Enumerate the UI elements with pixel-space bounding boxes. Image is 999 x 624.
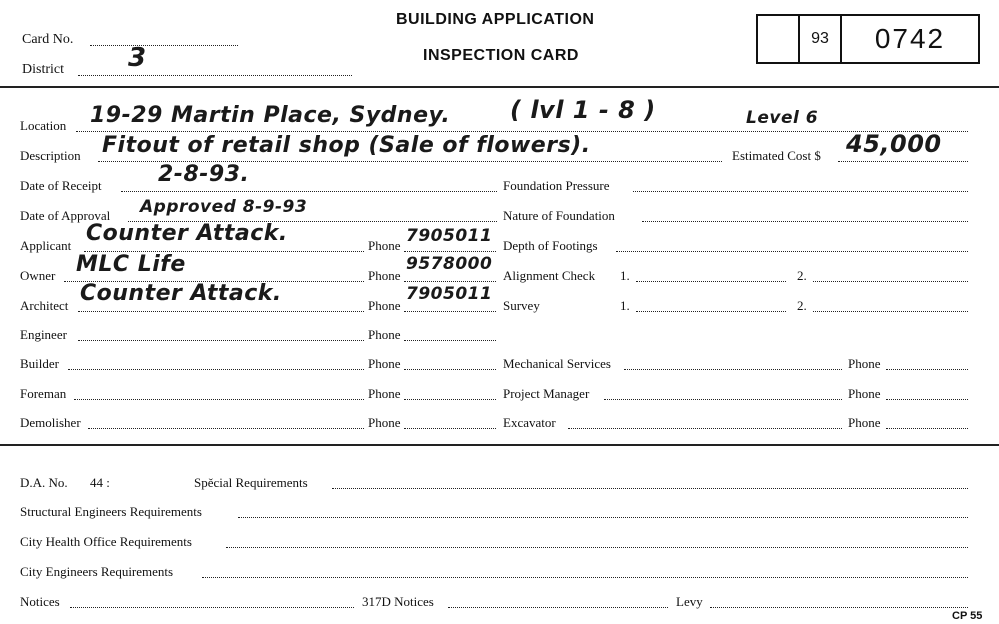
builder-label: Builder: [20, 356, 59, 371]
card-no-label: Card No.: [22, 32, 74, 47]
applicant-phone-line: [404, 251, 496, 252]
middle-divider: [0, 444, 999, 446]
district-label: District: [22, 62, 64, 77]
district-value: 3: [128, 43, 147, 73]
location-level-note: Level 6: [746, 108, 819, 128]
card-number-box: [756, 14, 980, 64]
description-value: Fitout of retail shop (Sale of flowers).: [102, 133, 591, 158]
depth-of-footings-line: [616, 251, 968, 252]
project-manager-line: [604, 399, 842, 400]
depth-of-footings-label: Depth of Footings: [503, 238, 598, 253]
owner-label: Owner: [20, 268, 56, 283]
da-no-label: D.A. No.: [20, 475, 68, 490]
date-of-approval-label: Date of Approval: [20, 208, 111, 223]
builder-phone-line: [404, 369, 496, 370]
nature-of-foundation-label: Nature of Foundation: [503, 208, 615, 223]
foreman-line: [74, 399, 364, 400]
project-manager-phone-label: Phone: [848, 386, 881, 401]
date-of-approval-value: Approved 8-9-93: [140, 197, 308, 217]
engineer-phone-label: Phone: [368, 327, 401, 342]
number-box-year: 93: [800, 16, 842, 62]
project-manager-phone-line: [886, 399, 968, 400]
nature-of-foundation-line: [642, 221, 968, 222]
notices-317d-line: [448, 607, 668, 608]
header-divider: [0, 86, 999, 88]
demolisher-line: [88, 428, 364, 429]
owner-phone-line: [404, 281, 496, 282]
date-of-receipt-label: Date of Receipt: [20, 178, 102, 193]
owner-phone-value: 9578000: [406, 254, 493, 274]
form-code: CP 55: [952, 610, 983, 622]
owner-value: MLC Life: [76, 252, 186, 277]
architect-value: Counter Attack.: [80, 281, 282, 306]
city-engineers-line: [202, 577, 968, 578]
city-health-label: City Health Office Requirements: [20, 534, 192, 549]
applicant-value: Counter Attack.: [86, 221, 288, 246]
special-requirements-label: Spěcial Requirements: [194, 475, 308, 490]
mechanical-services-phone-label: Phone: [848, 356, 881, 371]
mechanical-services-label: Mechanical Services: [503, 356, 611, 371]
engineer-line: [78, 340, 364, 341]
estimated-cost-value: 45,000: [846, 130, 942, 158]
structural-engineers-label: Structural Engineers Requirements: [20, 504, 202, 519]
mechanical-services-line: [624, 369, 842, 370]
demolisher-phone-line: [404, 428, 496, 429]
foreman-phone-line: [404, 399, 496, 400]
notices-label: Notices: [20, 594, 60, 609]
levy-line: [710, 607, 968, 608]
city-engineers-label: City Engineers Requirements: [20, 564, 174, 579]
excavator-label: Excavator: [503, 415, 556, 430]
alignment-check-line2: [813, 281, 968, 282]
survey-line2: [813, 311, 968, 312]
architect-phone-value: 7905011: [406, 284, 493, 304]
location-levels-note: ( lvl 1 - 8 ): [510, 96, 656, 124]
location-value: 19-29 Martin Place, Sydney.: [90, 103, 451, 128]
city-health-line: [226, 547, 968, 548]
da-no-value: 44 :: [90, 475, 110, 490]
excavator-phone-label: Phone: [848, 415, 881, 430]
location-line: [76, 131, 968, 132]
estimated-cost-line: [838, 161, 968, 162]
excavator-phone-line: [886, 428, 968, 429]
form-subtitle: INSPECTION CARD: [423, 47, 579, 64]
form-title: BUILDING APPLICATION: [396, 11, 595, 28]
applicant-phone-value: 7905011: [406, 226, 493, 246]
structural-engineers-line: [238, 517, 968, 518]
date-of-receipt-value: 2-8-93.: [158, 162, 250, 187]
alignment-check-num2: 2.: [797, 268, 807, 283]
mechanical-services-phone-line: [886, 369, 968, 370]
notices-317d-label: 317D Notices: [362, 594, 434, 609]
applicant-phone-label: Phone: [368, 238, 401, 253]
excavator-line: [568, 428, 842, 429]
survey-num2: 2.: [797, 298, 807, 313]
architect-line: [78, 311, 364, 312]
number-box-blank-cell: [758, 16, 800, 62]
alignment-check-label: Alignment Check: [503, 268, 596, 283]
levy-label: Levy: [676, 594, 703, 609]
engineer-phone-line: [404, 340, 496, 341]
special-requirements-line: [332, 488, 968, 489]
estimated-cost-label: Estimated Cost $: [732, 148, 821, 163]
architect-phone-line: [404, 311, 496, 312]
builder-phone-label: Phone: [368, 356, 401, 371]
foundation-pressure-line: [633, 191, 968, 192]
notices-line: [70, 607, 354, 608]
alignment-check-line1: [636, 281, 786, 282]
card-no-line: [90, 45, 238, 46]
survey-line1: [636, 311, 786, 312]
location-label: Location: [20, 118, 67, 133]
number-box-number: 0742: [874, 23, 946, 54]
alignment-check-num1: 1.: [620, 268, 630, 283]
architect-label: Architect: [20, 298, 69, 313]
survey-label: Survey: [503, 298, 540, 313]
district-line: [78, 75, 352, 76]
date-of-receipt-line: [121, 191, 497, 192]
foundation-pressure-label: Foundation Pressure: [503, 178, 610, 193]
builder-line: [68, 369, 364, 370]
survey-num1: 1.: [620, 298, 630, 313]
foreman-phone-label: Phone: [368, 386, 401, 401]
owner-phone-label: Phone: [368, 268, 401, 283]
demolisher-phone-label: Phone: [368, 415, 401, 430]
description-label: Description: [20, 148, 81, 163]
engineer-label: Engineer: [20, 327, 67, 342]
demolisher-label: Demolisher: [20, 415, 81, 430]
project-manager-label: Project Manager: [503, 386, 590, 401]
applicant-label: Applicant: [20, 238, 72, 253]
foreman-label: Foreman: [20, 386, 67, 401]
architect-phone-label: Phone: [368, 298, 401, 313]
